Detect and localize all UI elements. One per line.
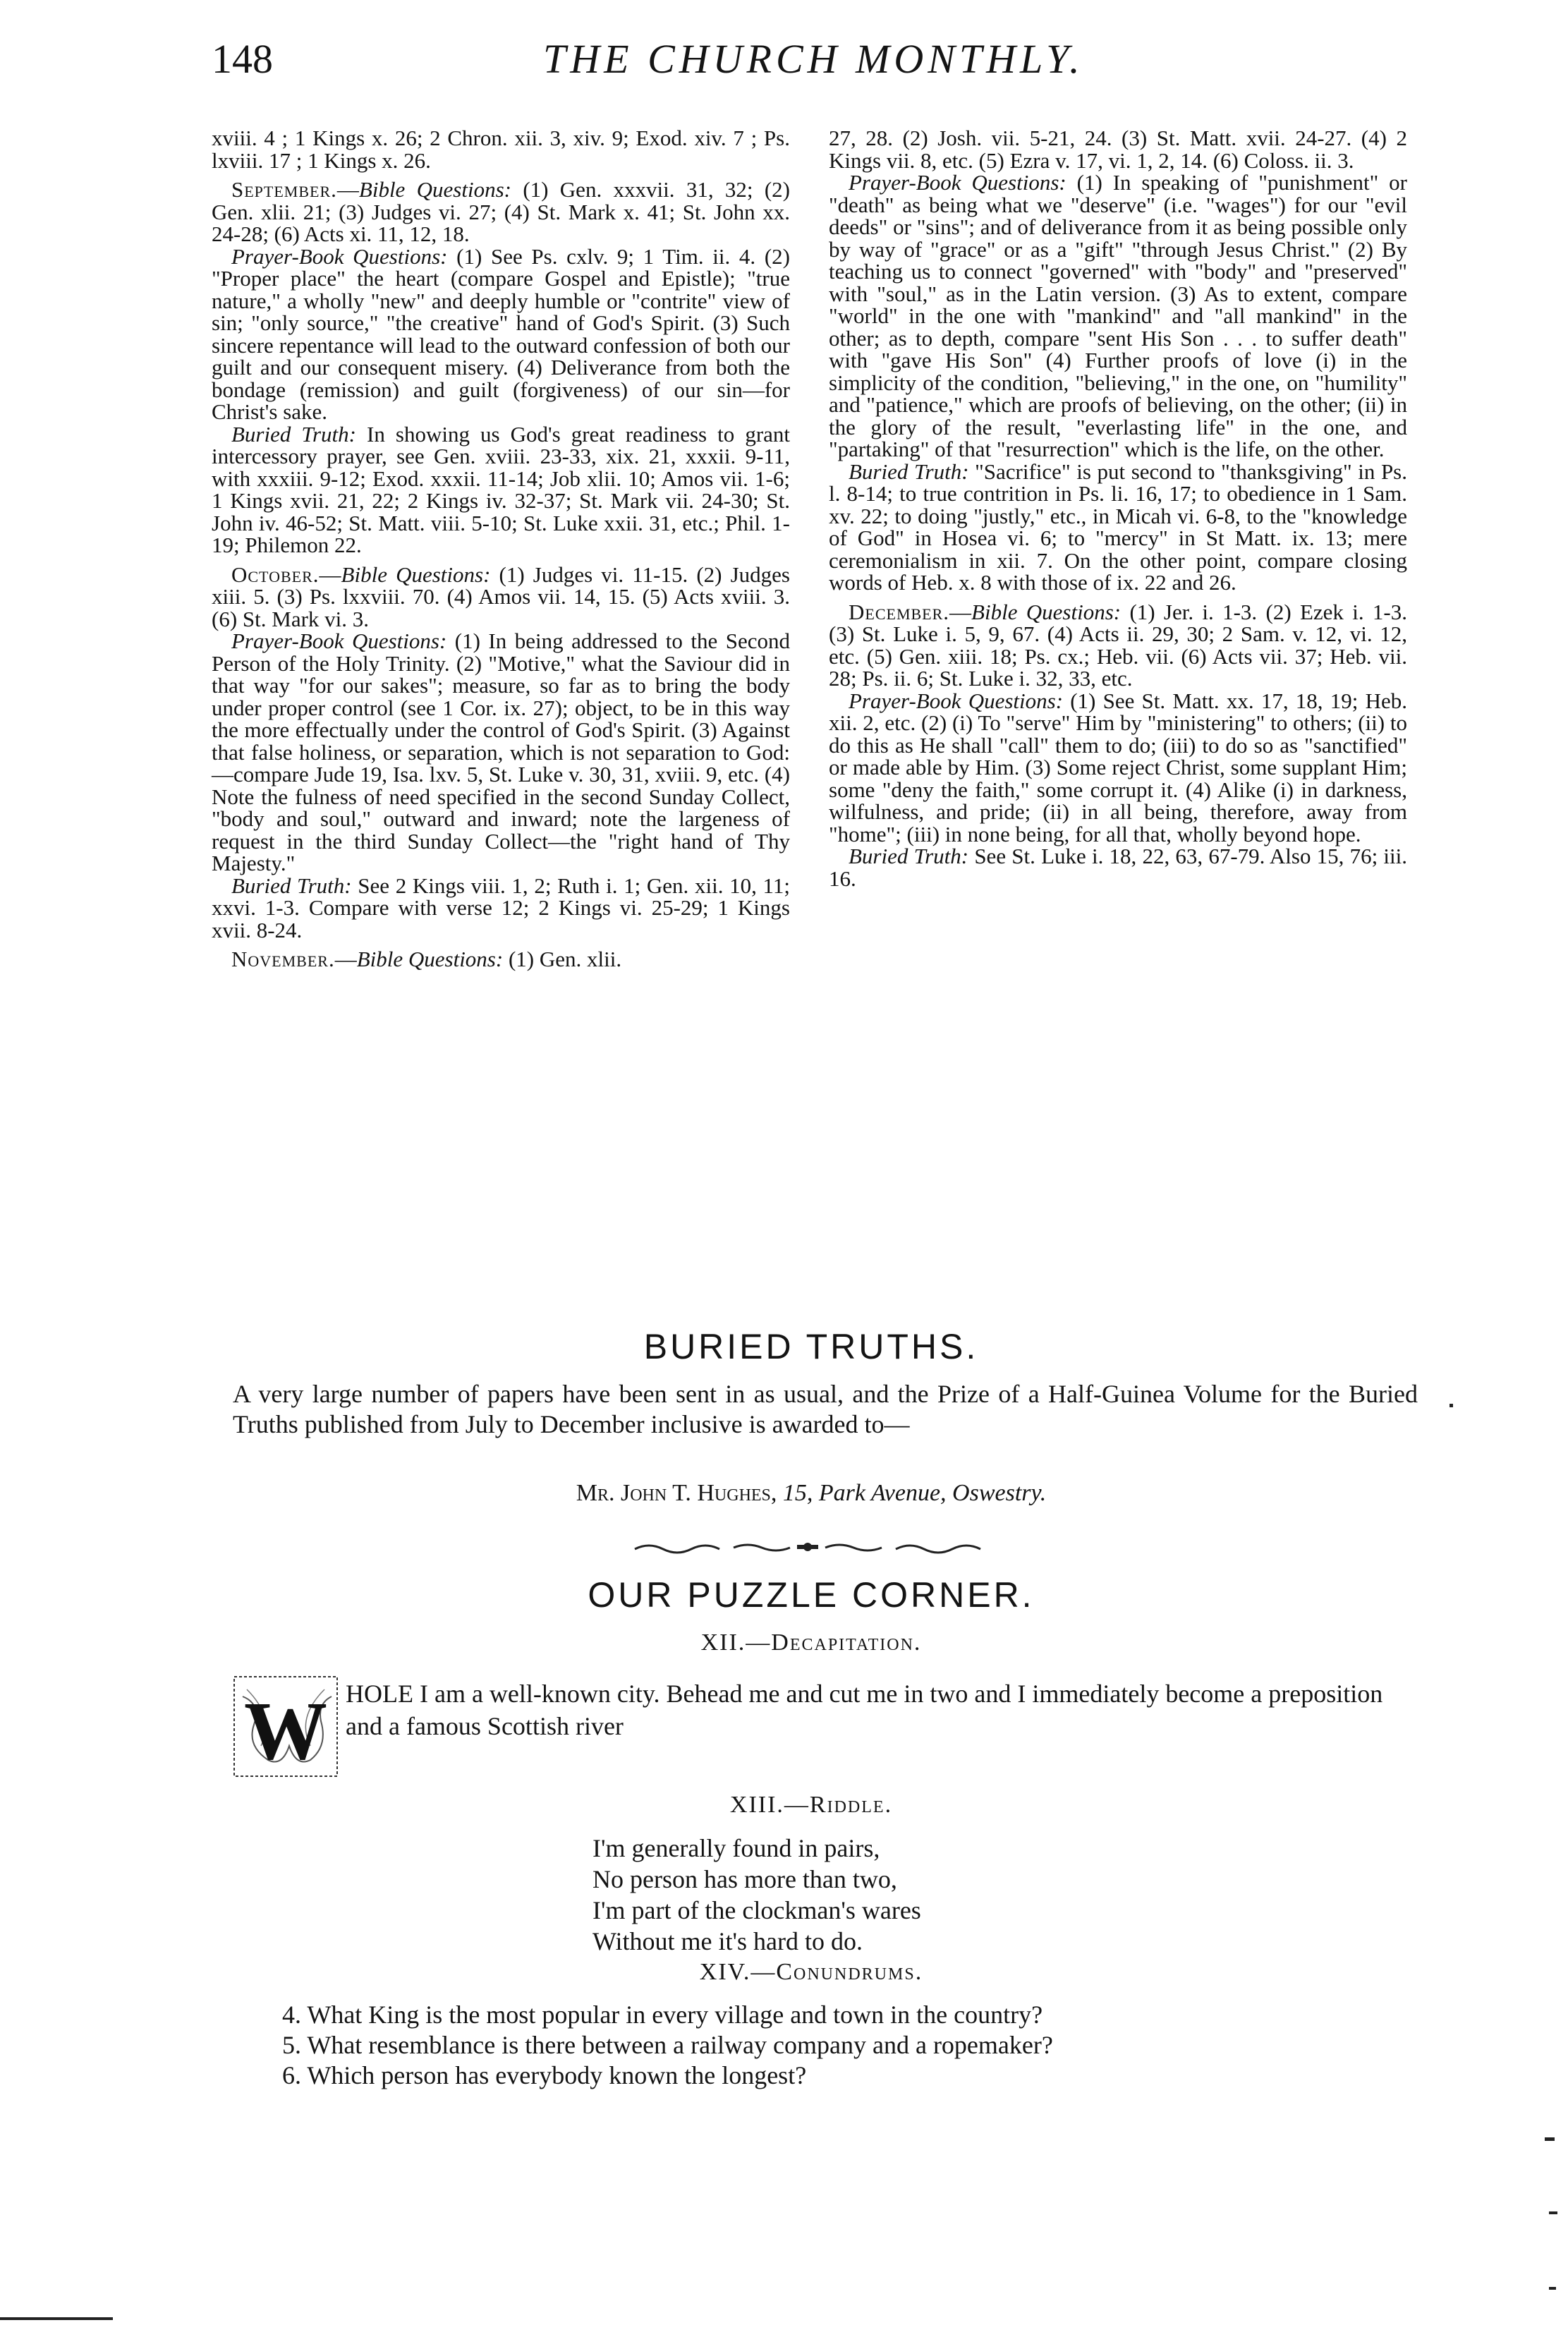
riddle-verse xyxy=(592,1833,921,1957)
ornament-divider xyxy=(628,1536,995,1558)
winner-name: Mr. John T. Hughes, xyxy=(576,1480,777,1506)
answer-paragraph xyxy=(829,171,1407,461)
answer-paragraph xyxy=(212,245,790,423)
answer-text: xviii. 4 ; 1 Kings x. 26; 2 Chron. xii. 3, xiv. 9; Exod. xiv. 7 ; Ps. lxviii. 17 ; 1 Kings x. 26. xyxy=(212,126,790,173)
answers-right-column xyxy=(829,127,1407,890)
conundrum-item: 5. What resemblance is there between a railway company and a ropemaker? xyxy=(282,2031,1053,2059)
month-label: December. xyxy=(849,599,950,624)
decorative-drop-cap-w xyxy=(233,1675,339,1778)
answer-paragraph xyxy=(829,690,1407,846)
margin-mark xyxy=(1545,2137,1555,2141)
question-type-label: Bible Questions: xyxy=(971,599,1122,624)
winner-address: 15, Park Avenue, Oswestry. xyxy=(782,1480,1047,1506)
answer-text: (1) See Ps. cxlv. 9; 1 Tim. ii. 4. (2) "Proper place" the heart (compare Gospel and Epistle); "true nature," a wholly "new" and deeply humble or "contrite" view of sin; "only source," "the creative" hand of God's Spirit. (3) Such sincere repentance will lead to the outward confession of both our guilt and our consequent misery. (4) Deliverance from both the bondage (remission) and guilt (forgiveness) of our sin—for Christ's sake. xyxy=(212,243,790,424)
answer-paragraph xyxy=(212,127,790,171)
month-label: November. xyxy=(231,947,335,971)
month-label: October. xyxy=(231,562,320,587)
answer-text: 27, 28. (2) Josh. vii. 5-21, 24. (3) St. Matt. xvii. 24-27. (4) 2 Kings vii. 8, etc. (5) Ezra v. 17, vi. 1, 2, 14. (6) Coloss. ii. 3. xyxy=(829,126,1407,173)
conundrum-item: 6. Which person has everybody known the longest? xyxy=(282,2061,807,2089)
question-type-label: Prayer-Book Questions: xyxy=(849,170,1066,195)
answer-text: "Sacrifice" is put second to "thanksgiving" in Ps. l. 8-14; to true contrition in Ps. li. 16, 17; to obedience in 1 Sam. xv. 22; to doing "justly," etc., in Micah vi. 6-8, to the "knowledge of God" in Hosea vi. 6; to "mercy" in St Matt. ix. 13; mere ceremonialism in xii. 7. On the other point, compare closing words of Heb. x. 8 with those of ix. 22 and 26. xyxy=(829,459,1407,595)
question-type-label: Buried Truth: xyxy=(231,421,356,447)
question-type-label: Buried Truth: xyxy=(231,873,352,898)
question-type-label: Bible Questions: xyxy=(341,562,491,587)
question-type-label: Prayer-Book Questions: xyxy=(231,629,447,653)
answer-paragraph xyxy=(212,630,790,875)
answer-paragraph: September.—Bible Questions: (1) Gen. xxxvii. 31, 32; (2) Gen. xlii. 21; (3) Judges vi. 27; (4) St. Mark x. 41; St. John xx. 24-28; (6) Acts xi. 11, 12, 18. xyxy=(212,177,791,246)
answer-paragraph xyxy=(829,127,1407,171)
conundrums-list xyxy=(282,2000,1053,2091)
question-type-label: Prayer-Book Questions: xyxy=(231,243,448,269)
answer-paragraph xyxy=(212,875,790,942)
prize-winner xyxy=(212,1480,1411,1507)
answer-text: (1) Gen. xxxvii. 31, 32; (2) Gen. xlii. 21; (3) Judges vi. 27; (4) St. Mark x. 41; St. John xx. 24-28; (6) Acts xi. 11, 12, 18. xyxy=(212,177,791,246)
margin-mark xyxy=(1549,2287,1556,2290)
buried-truths-title: BURIED TRUTHS. xyxy=(643,1327,979,1366)
question-type-label: Bible Questions: xyxy=(356,947,504,971)
answer-paragraph: November.—Bible Questions: (1) Gen. xlii. xyxy=(231,947,622,971)
decapitation-heading: XII.—Decapitation. xyxy=(700,1629,922,1656)
margin-speck xyxy=(1450,1404,1453,1407)
decapitation-puzzle xyxy=(346,1677,1418,1742)
conundrums-heading: XIV.—Conundrums. xyxy=(699,1959,923,1985)
answer-text: (1) See St. Matt. xx. 17, 18, 19; Heb. xii. 2, etc. (2) (i) To "serve" Him by "ministering" to others; (ii) to do this as He shall "call" them to do; (iii) to do so as "sanctified" or made able by Him. (3) Some reject Christ, some supplant Him; some "deny the faith," some corrupt it. (4) Alike (i) in darkness, wilfulness, and pride; (ii) in all being, therefore, away from "home"; (iii) in none being, for all that, wholly beyond hope. xyxy=(829,688,1407,846)
riddle-heading: XIII.—Riddle. xyxy=(729,1792,893,1818)
margin-mark xyxy=(1549,2211,1557,2214)
page-header xyxy=(212,28,1411,99)
answer-paragraph: October.—Bible Questions: (1) Judges vi. 11-15. (2) Judges xiii. 5. (3) Ps. lxxviii. 70. (4) Amos vii. 14, 15. (5) Acts xviii. 3. (6) St. Mark vi. 3. xyxy=(212,562,790,631)
answer-text: (1) In being addressed to the Second Person of the Holy Trinity. (2) "Motive," what the Saviour did in that way "for our sakes"; measure, so far as to bring the body under proper control (see 1 Cor. ix. 27); object, to be in this way the more effectually under the control of God's Spirit. (3) Against that false holiness, or separation, which is not separation to God:—compare Jude 19, Isa. lxv. 5, St. Luke v. 30, 31, xviii. 9, etc. (4) Note the fulness of need specified in the second Sunday Collect, "body and soul," outward and inward; note the largeness of request in the third Sunday Collect—the "right hand of Thy Majesty." xyxy=(212,629,790,875)
puzzle-corner-title: OUR PUZZLE CORNER. xyxy=(588,1575,1035,1615)
month-label: September. xyxy=(231,177,337,202)
answer-paragraph xyxy=(829,461,1407,594)
riddle-line: I'm generally found in pairs, xyxy=(592,1834,880,1862)
question-type-label: Buried Truth: xyxy=(849,459,969,484)
answers-left-column xyxy=(212,127,790,971)
riddle-line: No person has more than two, xyxy=(592,1865,897,1893)
question-type-label: Prayer-Book Questions: xyxy=(849,688,1064,713)
answer-text: (1) In speaking of "punishment" or "death" as being what we "deserve" (i.e. "wages") for our "evil deeds" or "sins"; and of deliverance from it as being possible only by way of "grace" or as a "gift" "through Jesus Christ." (2) By teaching us to connect "governed" with "body" and "preserved" with "soul," as in the Latin version. (3) As to extent, compare "world" in the one with "mankind" and "all mankind" in the other; as to depth, compare "sent His Son . . . to suffer death" with "gave His Son" (4) Further proofs of love (i) in the simplicity of the condition, "believing," in the one, on "humility" and "patience," which are proofs of believing, on the other; (ii) in the glory of the result, "everlasting life" in the one, and "partaking" of that "resurrection" which is the life, on the other. xyxy=(829,170,1407,461)
answer-text: In showing us God's great readiness to grant intercessory prayer, see Gen. xviii. 23-33, xix. 21, xxxii. 9-11, with xxxiii. 9-12; Exod. xxxii. 11-14; Job xlii. 10; Amos vii. 1-6; 1 Kings xvii. 21, 22; 2 Kings iv. 32-37; St. Mark vii. 24-30; St. John iv. 46-52; St. Matt. viii. 5-10; St. Luke xxii. 31, etc.; Phil. 1-19; Philemon 22. xyxy=(212,421,791,557)
answer-text: (1) Jer. i. 1-3. (2) Ezek i. 1-3. (3) St. Luke i. 5, 9, 67. (4) Acts ii. 29, 30; 2 Sam. v. 12, vi. 12, etc. (5) Gen. xiii. 18; Ps. cx.; Heb. vii. (6) Acts vii. 37; Heb. vii. 28; Ps. ii. 6; St. Luke i. 32, 33, etc. xyxy=(829,599,1408,691)
answer-text: (1) Judges vi. 11-15. (2) Judges xiii. 5. (3) Ps. lxxviii. 70. (4) Amos vii. 14, 15. (5) Acts xviii. 3. (6) St. Mark vi. 3. xyxy=(212,562,790,631)
page-number: 148 xyxy=(212,36,273,82)
decapitation-first-word: HOLE xyxy=(346,1680,413,1708)
question-type-label: Buried Truth: xyxy=(849,844,969,868)
bottom-edge-mark xyxy=(0,2317,113,2320)
answer-text: See St. Luke i. 18, 22, 63, 67-79. Also 15, 76; iii. 16. xyxy=(829,844,1408,891)
buried-truths-notice: A very large number of papers have been sent in as usual, and the Prize of a Half-Guinea Volume for the Buried Truths published from July to December inclusive is awarded to— xyxy=(233,1380,1418,1438)
answer-paragraph xyxy=(212,423,790,557)
drop-cap-letter: W xyxy=(244,1685,327,1777)
running-title: THE CHURCH MONTHLY. xyxy=(543,36,1084,82)
answer-text: See 2 Kings viii. 1, 2; Ruth i. 1; Gen. xii. 10, 11; xxvi. 1-3. Compare with verse 12; 2 Kings vi. 25-29; 1 Kings xvii. 8-24. xyxy=(212,873,791,942)
conundrum-item: 4. What King is the most popular in every village and town in the country? xyxy=(282,2001,1043,2029)
answer-text: (1) Gen. xlii. xyxy=(508,947,622,971)
riddle-line: Without me it's hard to do. xyxy=(592,1927,863,1955)
answer-paragraph xyxy=(829,845,1407,890)
riddle-line: I'm part of the clockman's wares xyxy=(592,1896,921,1924)
question-type-label: Bible Questions: xyxy=(358,177,511,202)
decapitation-text: I am a well-known city. Behead me and cut me in two and I immediately become a preposition and a famous Scottish river xyxy=(346,1680,1383,1740)
answer-paragraph: December.—Bible Questions: (1) Jer. i. 1-3. (2) Ezek i. 1-3. (3) St. Luke i. 5, 9, 67. (4) Acts ii. 29, 30; 2 Sam. v. 12, vi. 12, etc. (5) Gen. xiii. 18; Ps. cx.; Heb. vii. (6) Acts vii. 37; Heb. vii. 28; Ps. ii. 6; St. Luke i. 32, 33, etc. xyxy=(829,599,1408,691)
